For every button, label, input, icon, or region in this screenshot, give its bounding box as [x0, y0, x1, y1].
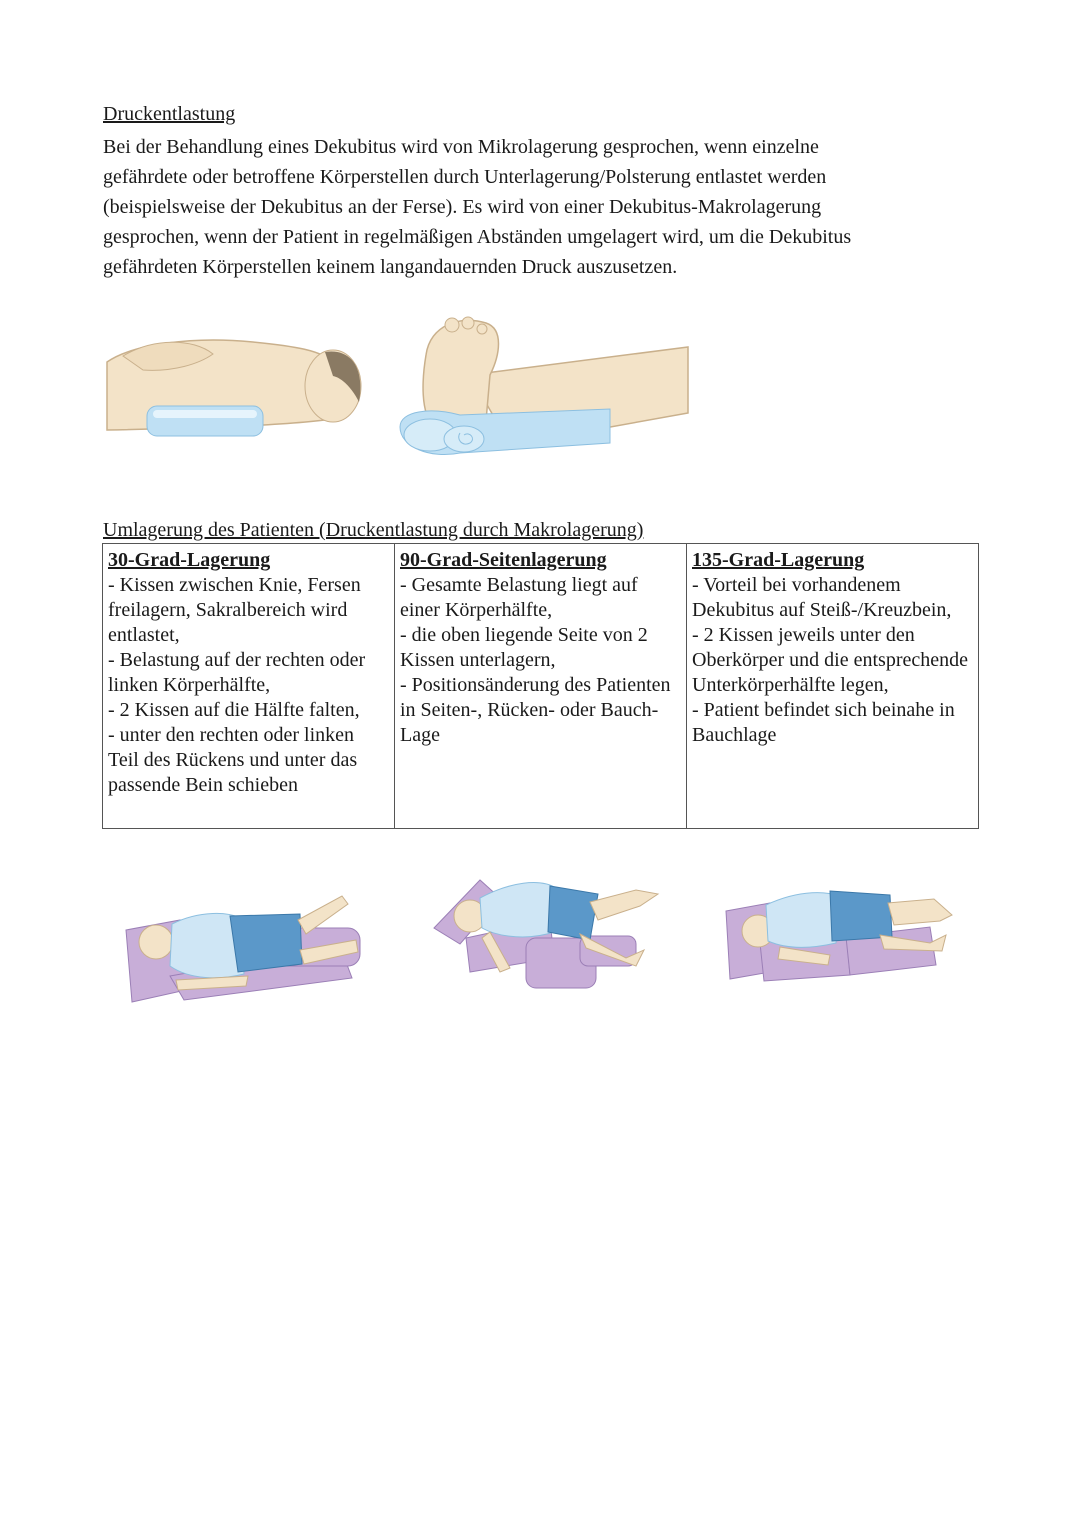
intro-paragraph: Bei der Behandlung eines Dekubitus wird von Mikrolagerung gesprochen, wenn einzelne gefährdete oder betroffene Körperstellen durch Unterlagerung/Polsterung entlastet werden (beispielsweise der Dekubitus an der Ferse). Es wird von einer Dekubitus-Makrolagerung gesprochen, wenn der Patient in regelmäßigen Abständen umgelagert wird, um die Dekubitus gefährdeten Körperstellen keinem langandauernden Druck auszusetzen. [103, 136, 852, 278]
position-30-degree-illustration [120, 880, 370, 1005]
positioning-table [102, 543, 979, 829]
column-text: - Gesamte Belastung liegt auf einer Körperhälfte, - die oben liegende Seite von 2 Kissen unterlagern, - Positionsänderung des Patienten in Seiten-, Rücken- oder Bauch-Lage [400, 574, 671, 746]
heel-towel-illustration [390, 315, 690, 465]
column-title: 30-Grad-Lagerung [108, 549, 271, 571]
column-text: - Vorteil bei vorhandenem Dekubitus auf Steiß-/Kreuzbein, - 2 Kissen jeweils unter den Oberkörper und die entsprechende Unterkörperhälfte legen, - Patient befindet sich beinahe in Bauchlage [692, 574, 968, 746]
column-90-degree [395, 544, 687, 829]
column-135-degree [687, 544, 979, 829]
column-title: 135-Grad-Lagerung [692, 549, 865, 571]
column-title: 90-Grad-Seitenlagerung [400, 549, 607, 571]
back-cushion-illustration [103, 320, 363, 440]
column-30-degree [103, 544, 395, 829]
column-text: - Kissen zwischen Knie, Fersen freilagern, Sakralbereich wird entlastet, - Belastung auf der rechten oder linken Körperhälfte, - 2 Kissen auf die Hälfte falten, - unter den rechten oder linken Teil des Rückens und unter das passende Bein schieben [108, 574, 366, 796]
position-90-degree-illustration [430, 868, 670, 998]
table-title: Umlagerung des Patienten (Druckentlastung durch Makrolagerung) [103, 519, 644, 541]
section-heading: Druckentlastung [103, 103, 236, 125]
position-135-degree-illustration [720, 875, 960, 985]
